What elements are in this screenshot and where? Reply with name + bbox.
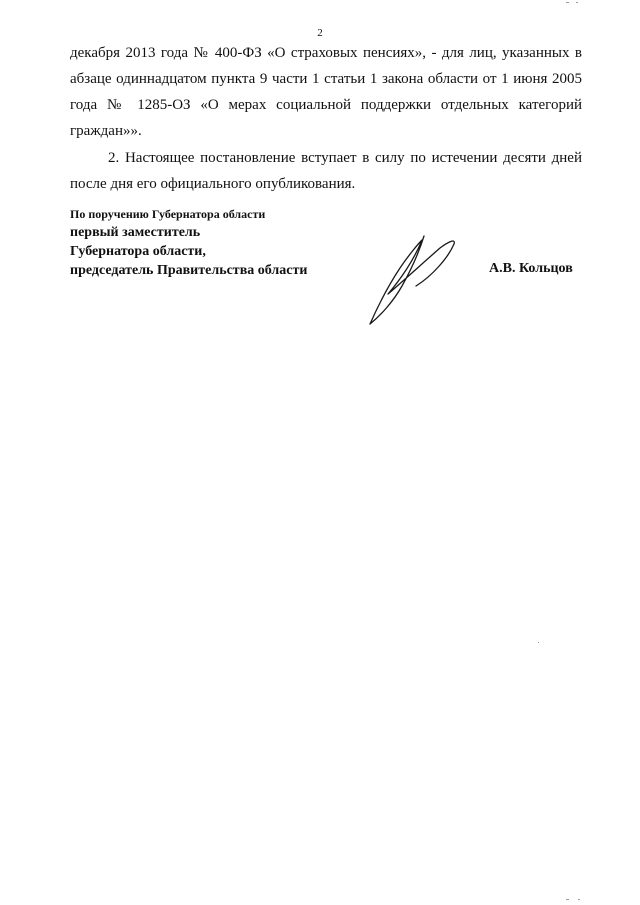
scan-speck [566, 2, 569, 3]
signatory-position-line-2: Губернатора области, [70, 244, 206, 259]
handwritten-signature [362, 228, 462, 328]
signatory-position-line-3: председатель Правительства области [70, 263, 308, 278]
scan-speck [566, 899, 569, 900]
signatory-authority-line: По поручению Губернатора области [70, 207, 266, 221]
paragraph-effective-date: 2. Настоящее постановление вступает в силу по истечении десяти дней после дня его официального опубликования. [70, 150, 582, 192]
scan-speck [578, 899, 580, 900]
signatory-position-line-1: первый заместитель [70, 225, 201, 240]
scan-speck [538, 642, 539, 643]
signature-block [70, 206, 307, 280]
document-body [70, 40, 582, 197]
signatory-name: А.В. Кольцов [489, 261, 573, 276]
page-number: 2 [317, 27, 323, 39]
scan-speck [576, 2, 578, 3]
paragraph-continuation: декабря 2013 года № 400-ФЗ «О страховых пенсиях», - для лиц, указанных в абзаце одиннадцатом пункта 9 части 1 статьи 1 закона области от 1 июня 2005 года № 1285-ОЗ «О мерах социальной поддержки отдельных категорий граждан»». [70, 45, 582, 139]
